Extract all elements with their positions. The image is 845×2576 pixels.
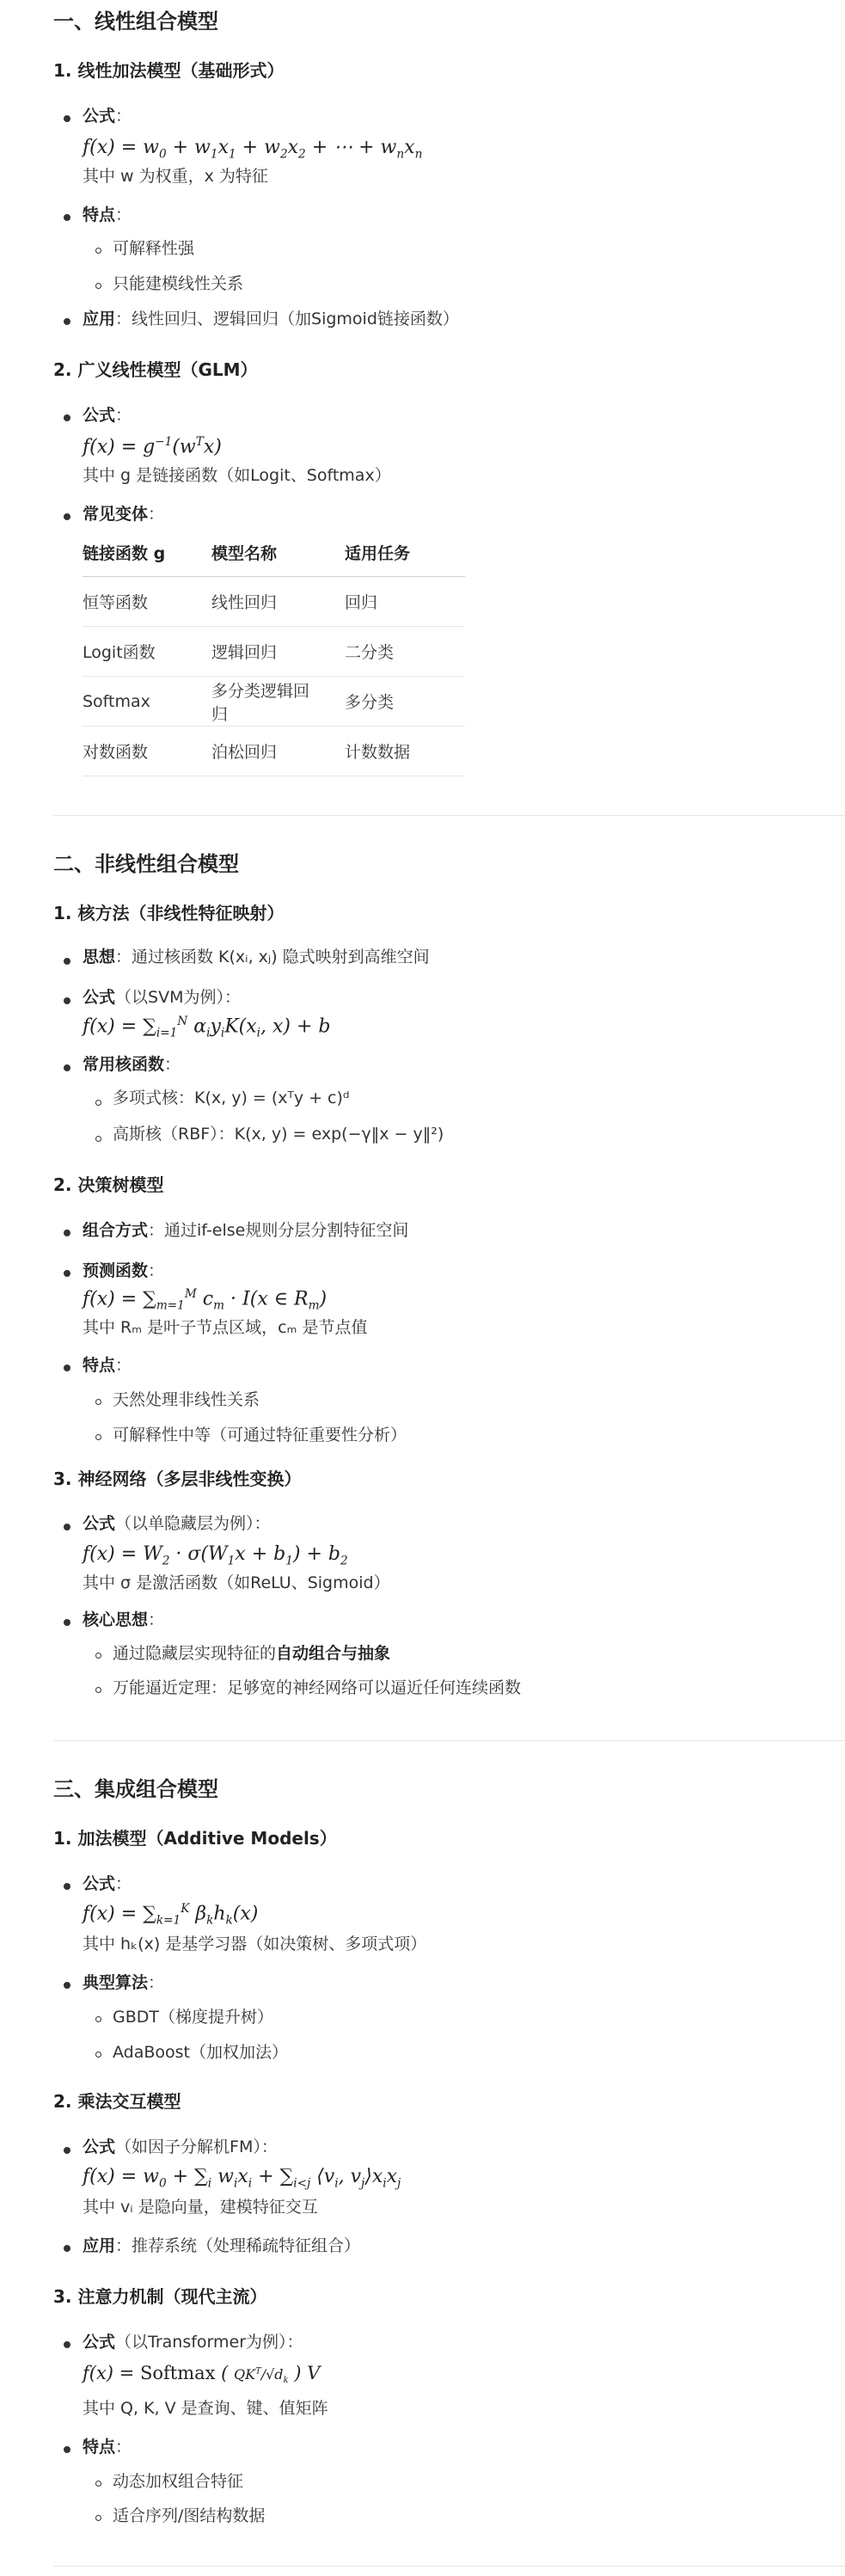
bullet-icon bbox=[64, 1270, 70, 1277]
pred-label-line: 预测函数： bbox=[83, 1261, 165, 1280]
subsection-heading: 1. 线性加法模型（基础形式） bbox=[53, 60, 285, 81]
table-cell: 线性回归 bbox=[211, 577, 345, 627]
section-title-linear: 一、线性组合模型 bbox=[53, 9, 218, 34]
text: 通过隐藏层实现特征的 bbox=[113, 1644, 277, 1663]
formula: $f(x) = \sum_{k=1}^K$ $\beta_kh_k(x)$ bbox=[83, 1902, 259, 1928]
sub-bullet-icon bbox=[95, 248, 101, 254]
list-item: 多项式核：K(x, y) = (xᵀy + c)ᵈ bbox=[113, 1089, 350, 1107]
algos-label-line: 典型算法： bbox=[83, 1973, 165, 1992]
formula-label: 公式 bbox=[83, 107, 116, 126]
formula-label-line bbox=[83, 2137, 278, 2158]
sub-bullet-icon bbox=[95, 1399, 101, 1405]
features-label: 特点 bbox=[83, 2438, 116, 2456]
formula-label: 公式 bbox=[83, 406, 116, 425]
list-item: 动态加权组合特征 bbox=[113, 2472, 244, 2491]
pred-label: 预测函数 bbox=[83, 1261, 149, 1280]
formula-note: 其中 g 是链接函数（如Logit、Softmax） bbox=[83, 466, 391, 485]
list-item: GBDT（梯度提升树） bbox=[113, 2008, 273, 2027]
link-function-table bbox=[83, 528, 465, 776]
formula: $f(x) = w_0 + w_1x_1 + w_2x_2$ + ⋯ + $w_nx_n$ bbox=[83, 137, 423, 162]
bullet-icon bbox=[64, 1982, 70, 1989]
sub-bullet-icon bbox=[95, 1100, 101, 1106]
sub-bullet-icon bbox=[95, 1687, 101, 1693]
combo-line bbox=[83, 1221, 408, 1242]
list-item: AdaBoost（加权加法） bbox=[113, 2043, 288, 2062]
table-cell: 回归 bbox=[345, 577, 465, 627]
list-item: 高斯核（RBF）：K(x, y) = exp(−γ‖x − y‖²) bbox=[113, 1125, 444, 1144]
idea-label: 思想 bbox=[83, 948, 116, 966]
table-row bbox=[83, 577, 465, 627]
list-item bbox=[113, 1644, 390, 1665]
formula: $f(x) = g^{-1}(w^Tx)$ bbox=[83, 435, 222, 458]
bullet-icon bbox=[64, 214, 70, 221]
sub-bullet-icon bbox=[95, 1653, 101, 1659]
section-divider bbox=[53, 815, 845, 816]
sub-bullet-icon bbox=[95, 2515, 101, 2521]
bullet-icon bbox=[64, 1064, 70, 1071]
formula-label-line bbox=[83, 988, 241, 1009]
table-row bbox=[83, 677, 465, 727]
formula-label-line bbox=[83, 2333, 303, 2353]
table-cell: 恒等函数 bbox=[83, 577, 211, 627]
emphasis-text: 自动组合与抽象 bbox=[276, 1644, 391, 1663]
app-text: ：推荐系统（处理稀疏特征组合） bbox=[115, 2236, 361, 2255]
formula-label: 公式 bbox=[83, 2333, 116, 2352]
features-label-line: 特点： bbox=[83, 205, 132, 224]
features-label-line: 特点： bbox=[83, 1356, 132, 1375]
subsection-heading: 2. 广义线性模型（GLM） bbox=[53, 359, 258, 380]
formula-note: 其中 vᵢ 是隐向量，建模特征交互 bbox=[83, 2198, 318, 2217]
application-line bbox=[83, 310, 459, 330]
colon: ： bbox=[115, 107, 132, 126]
bullet-icon bbox=[64, 1619, 70, 1626]
formula: $f(x) = W_2 \cdot \sigma(W_1x + b_1) + b_2$ bbox=[83, 1543, 348, 1568]
subsection-heading: 1. 核方法（非线性特征映射） bbox=[53, 903, 285, 923]
kernels-label: 常用核函数 bbox=[83, 1055, 165, 1074]
bullet-icon bbox=[64, 2341, 70, 2348]
bullet-icon bbox=[64, 414, 70, 421]
bullet-icon bbox=[64, 1365, 70, 1371]
variants-label-line: 常见变体： bbox=[83, 505, 165, 524]
bullet-icon bbox=[64, 1883, 70, 1890]
bullet-icon bbox=[64, 2446, 70, 2453]
formula-label: 公式 bbox=[83, 1874, 116, 1893]
features-label: 特点 bbox=[83, 1356, 116, 1375]
formula-label: 公式 bbox=[83, 2137, 116, 2156]
list-item: 适合序列/图结构数据 bbox=[113, 2506, 266, 2525]
bullet-icon bbox=[64, 513, 70, 520]
app-text: ：线性回归、逻辑回归（加Sigmoid链接函数） bbox=[115, 310, 459, 328]
features-label: 特点 bbox=[83, 205, 116, 224]
bullet-icon bbox=[64, 1524, 70, 1530]
bullet-icon bbox=[64, 1230, 70, 1236]
bullet-icon bbox=[64, 318, 70, 325]
formula-label: 公式 bbox=[83, 1514, 116, 1533]
application-line bbox=[83, 2236, 360, 2257]
bullet-icon bbox=[64, 2147, 70, 2154]
formula-suffix: （以SVM为例）： bbox=[115, 988, 241, 1007]
core-label: 核心思想 bbox=[83, 1610, 149, 1629]
section-title-ensemble: 三、集成组合模型 bbox=[53, 1777, 218, 1801]
table-header: 链接函数 g bbox=[83, 528, 211, 577]
formula-note: 其中 Q, K, V 是查询、键、值矩阵 bbox=[83, 2399, 328, 2418]
sub-bullet-icon bbox=[95, 1136, 101, 1142]
list-item: 只能建模线性关系 bbox=[113, 274, 244, 293]
list-item: 万能逼近定理：足够宽的神经网络可以逼近任何连续函数 bbox=[113, 1678, 522, 1697]
sub-bullet-icon bbox=[95, 1434, 101, 1440]
formula-label-line: 公式： bbox=[83, 1874, 132, 1893]
formula: f(x) = Softmax ( $QK^T/√d_k$ ) V bbox=[83, 2363, 321, 2386]
formula-note: 其中 hₖ(x) 是基学习器（如决策树、多项式项） bbox=[83, 1935, 427, 1953]
formula-suffix: （如因子分解机FM）： bbox=[115, 2137, 278, 2156]
formula-note: 其中 Rₘ 是叶子节点区域，cₘ 是节点值 bbox=[83, 1318, 368, 1337]
subsection-heading: 2. 决策树模型 bbox=[53, 1175, 164, 1195]
formula-label-line bbox=[83, 107, 132, 127]
list-item: 可解释性强 bbox=[113, 239, 195, 258]
sub-bullet-icon bbox=[95, 2016, 101, 2022]
table-row bbox=[83, 627, 465, 677]
app-label: 应用 bbox=[83, 310, 116, 328]
algos-label: 典型算法 bbox=[83, 1973, 149, 1992]
table-cell: 泊松回归 bbox=[211, 727, 345, 776]
app-label: 应用 bbox=[83, 2236, 116, 2255]
subsection-heading: 2. 乘法交互模型 bbox=[53, 2091, 181, 2112]
list-item: 可解释性中等（可通过特征重要性分析） bbox=[113, 1426, 407, 1444]
formula-note: 其中 w 为权重，x 为特征 bbox=[83, 167, 268, 186]
table-cell: Softmax bbox=[83, 677, 211, 727]
table-cell: 多分类 bbox=[345, 677, 465, 727]
table-cell: 对数函数 bbox=[83, 727, 211, 776]
bullet-icon bbox=[64, 2245, 70, 2252]
formula: $f(x) = \sum_{i=1}^N$ $\alpha_iy_iK(x_i$, x) + b bbox=[83, 1015, 331, 1040]
idea-line bbox=[83, 948, 430, 968]
sub-bullet-icon bbox=[95, 2052, 101, 2058]
formula-note: 其中 σ 是激活函数（如ReLU、Sigmoid） bbox=[83, 1573, 390, 1592]
section-title-nonlinear: 二、非线性组合模型 bbox=[53, 852, 239, 876]
formula-suffix: （以单隐藏层为例）： bbox=[115, 1514, 271, 1533]
bullet-icon bbox=[64, 997, 70, 1004]
table-header: 适用任务 bbox=[345, 528, 465, 577]
subsection-heading: 1. 加法模型（Additive Models） bbox=[53, 1828, 337, 1849]
combo-text: ：通过if-else规则分层分割特征空间 bbox=[148, 1221, 409, 1240]
section-divider bbox=[53, 1740, 845, 1741]
kernels-label-line: 常用核函数： bbox=[83, 1055, 181, 1074]
sub-bullet-icon bbox=[95, 283, 101, 289]
table-cell: 多分类逻辑回归 bbox=[211, 677, 345, 727]
formula: $f(x) = \sum_{m=1}^M$ $c_m \cdot I(x$ ∈ $R_m$) bbox=[83, 1287, 328, 1313]
bullet-icon bbox=[64, 115, 70, 122]
subsection-heading: 3. 注意力机制（现代主流） bbox=[53, 2286, 267, 2307]
table-row bbox=[83, 727, 465, 776]
combo-label: 组合方式 bbox=[83, 1221, 149, 1240]
formula-label-line: 公式： bbox=[83, 406, 132, 425]
variants-label: 常见变体 bbox=[83, 505, 149, 524]
table-cell: 逻辑回归 bbox=[211, 627, 345, 677]
table-cell: 计数数据 bbox=[345, 727, 465, 776]
idea-text: ：通过核函数 K(xᵢ, xⱼ) 隐式映射到高维空间 bbox=[115, 948, 430, 966]
table-cell: Logit函数 bbox=[83, 627, 211, 677]
table-cell: 二分类 bbox=[345, 627, 465, 677]
formula-label-line bbox=[83, 1514, 271, 1535]
subsection-heading: 3. 神经网络（多层非线性变换） bbox=[53, 1469, 302, 1489]
formula-label: 公式 bbox=[83, 988, 116, 1007]
sub-bullet-icon bbox=[95, 2481, 101, 2487]
table-header: 模型名称 bbox=[211, 528, 345, 577]
section-divider bbox=[53, 2566, 845, 2567]
features-label-line: 特点： bbox=[83, 2438, 132, 2456]
list-item: 天然处理非线性关系 bbox=[113, 1390, 260, 1409]
core-label-line: 核心思想： bbox=[83, 1610, 165, 1629]
bullet-icon bbox=[64, 958, 70, 965]
formula-suffix: （以Transformer为例）： bbox=[115, 2333, 303, 2352]
table-header-row bbox=[83, 528, 465, 577]
formula: $f(x) = w_0 + \sum_i$ $w_ix_i + \sum_{i<j}$ $⟨v_i$, $v_j⟩x_ix_j$ bbox=[83, 2166, 401, 2191]
